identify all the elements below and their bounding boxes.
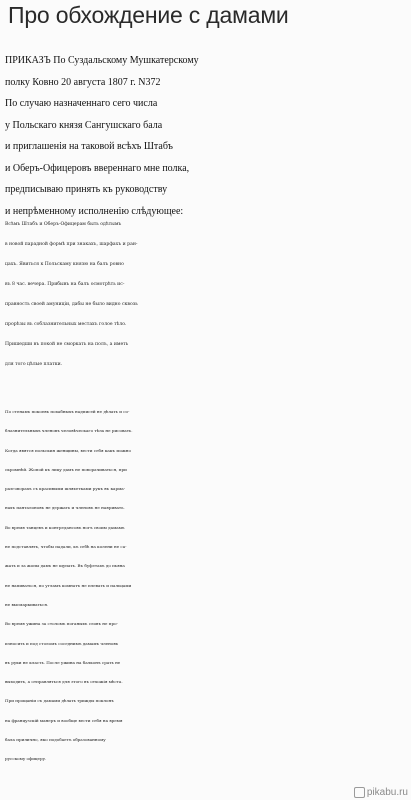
heading-line: ПРИКАЗЪ По Суздальскому Мушкатерскому	[5, 55, 199, 66]
heading-line: и непрѣменному исполненію слѣдующее:	[5, 205, 184, 217]
watermark	[354, 787, 408, 798]
text-line: выходить, а отправляться для этого въ отхожія мѣста.	[5, 679, 123, 685]
heading-line: предписываю принять къ руководству	[5, 184, 168, 195]
text-line: скромнѣй. Жопой къ лицу дамъ не поворачиваться, при	[5, 466, 127, 472]
text-line: По стенамъ покоевъ похабныхъ надписей не дѣлать и со-	[5, 409, 130, 414]
paragraph-1	[5, 215, 409, 375]
text-line: блазнительныхъ членовъ человѣческаго тѣла не рисовать.	[5, 428, 133, 434]
text-line: износить и под столомъ соседнимъ дамамъ членовъ	[5, 640, 119, 646]
watermark-text: pikabu.ru	[366, 787, 408, 798]
text-line: Всѣмъ Штабъ и Оберъ-Офицерам быть одѣтымъ	[5, 222, 122, 227]
text-line: Во время танцевъ и контредансовъ ногъ своим дамамъ	[5, 524, 125, 530]
text-line: въ 8 час. вечера. Прибывъ на балъ осмотрѣть ис-	[5, 282, 125, 287]
text-line: нахъ панталоновъ не держать и членовъ не наяривать.	[5, 505, 125, 511]
text-line: в новой парадной формѣ при знакахъ, шарфахъ и ран-	[5, 242, 138, 247]
heading-line: и приглашенія на таковой всѣхъ Штабъ	[5, 141, 173, 152]
text-line: не напиваться, по угламъ комнатъ не плевать и пальцами	[5, 582, 132, 588]
heading-line: у Польскаго князя Сангушскаго бала	[5, 119, 163, 131]
text-line: правность своей амуниціи, дабы не было видно сквозь	[5, 302, 138, 307]
heading-line: полку Ковно 20 августа 1807 г. N372	[5, 76, 161, 88]
text-line: на французскій манеръ и вообще вести себя на время	[5, 717, 123, 723]
text-line: Пришедши въ покой не сморкать на полъ, а иметь	[5, 342, 129, 347]
text-line: въ руки не класть. После ужина на балконъ срать не	[5, 659, 121, 665]
text-line: Когда явятся польския женщины, вести себя какъ можно	[5, 447, 131, 453]
paragraph-2	[5, 402, 409, 769]
text-line: не высмаркиваться.	[5, 601, 49, 607]
pikabu-logo-icon	[354, 787, 365, 798]
order-heading	[5, 50, 409, 222]
text-line: цахъ. Явиться к Польскаму князю на балъ ровно	[5, 262, 124, 267]
page-title: Про обхождение с дамами	[8, 2, 289, 28]
heading-line: По случаю назначеннаго сего числа	[5, 98, 158, 109]
text-line: прорѣзы въ соблазнительных местахъ голое тѣло.	[5, 322, 127, 327]
text-line: Во время ужина за столомъ поганыхъ словъ не про-	[5, 621, 118, 627]
text-line: русскому офицеру.	[5, 756, 47, 762]
text-line: жать и за жопы дамъ не щупать. Въ буфетахъ до пьяна	[5, 563, 125, 569]
text-line: разговорахъ съ красивыми шляхетками рукъ въ карма-	[5, 486, 126, 492]
text-line: бала прилично, яко подобаетъ образованному	[5, 737, 106, 743]
heading-line: и Оберъ-Офицеровъ ввереннаго мне полка,	[5, 162, 190, 174]
text-line: не подставлять, чтобы падали, къ себѣ на колени не са-	[5, 544, 127, 550]
text-line: При прощаніи съ дамами дѣлать трижды поклонъ	[5, 698, 114, 704]
text-line: для того цѣлые платки.	[5, 362, 63, 367]
